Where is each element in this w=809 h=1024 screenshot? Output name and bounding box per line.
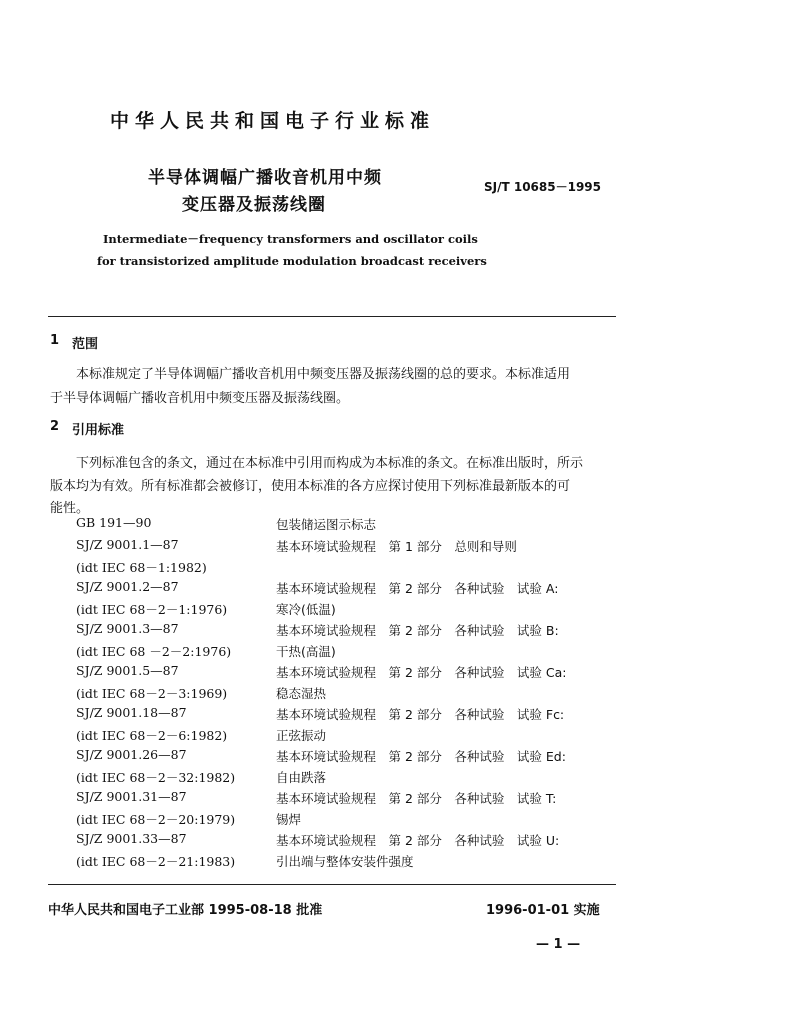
reference-title: 引出端与整体安装件强度 <box>276 854 414 869</box>
document-title-line2: 变压器及振荡线圈 <box>182 195 326 215</box>
reference-code: GB 191—90 <box>76 515 152 530</box>
reference-title: 自由跌落 <box>276 770 327 785</box>
reference-title: 基本环境试验规程 第 2 部分 各种试验 试验 Ca: <box>276 665 567 680</box>
reference-code: (idt IEC 68－2－32:1982) <box>76 770 236 785</box>
reference-code: SJ/Z 9001.33—87 <box>76 831 187 846</box>
section2-number: 2 <box>50 419 60 434</box>
section1-paragraph-line2: 于半导体调幅广播收音机用中频变压器及振荡线圈。 <box>50 391 350 406</box>
reference-title: 寒冷(低温) <box>276 602 336 617</box>
reference-title: 基本环境试验规程 第 2 部分 各种试验 试验 T: <box>276 791 557 806</box>
reference-title: 基本环境试验规程 第 2 部分 各种试验 试验 Fc: <box>276 707 565 722</box>
section2-title: 引用标准 <box>72 423 125 438</box>
reference-code: (idt IEC 68－2－1:1976) <box>76 602 228 617</box>
document-title-line1: 半导体调幅广播收音机用中频 <box>148 168 382 188</box>
section1-number: 1 <box>50 333 60 348</box>
page-number: — 1 — <box>536 937 581 952</box>
reference-title: 正弦振动 <box>276 728 327 743</box>
reference-title: 基本环境试验规程 第 2 部分 各种试验 试验 A: <box>276 581 559 596</box>
footer-divider <box>48 884 616 885</box>
reference-code: SJ/Z 9001.3—87 <box>76 621 179 636</box>
reference-code: (idt IEC 68－2－21:1983) <box>76 854 236 869</box>
reference-code: SJ/Z 9001.2—87 <box>76 579 179 594</box>
section2-paragraph-line3: 能性。 <box>50 501 90 516</box>
section1-title: 范围 <box>72 337 99 352</box>
reference-code: SJ/Z 9001.5—87 <box>76 663 179 678</box>
implementation-date: 1996-01-01 实施 <box>486 903 600 918</box>
reference-title: 基本环境试验规程 第 1 部分 总则和导则 <box>276 539 517 554</box>
reference-code: SJ/Z 9001.26—87 <box>76 747 187 762</box>
reference-code: SJ/Z 9001.1—87 <box>76 537 179 552</box>
standard-code: SJ/T 10685－1995 <box>484 180 602 194</box>
approval-line: 中华人民共和国电子工业部 1995-08-18 批准 <box>48 903 323 918</box>
section1-paragraph-line1: 本标准规定了半导体调幅广播收音机用中频变压器及振荡线圈的总的要求。本标准适用 <box>76 367 571 382</box>
reference-title: 干热(高温) <box>276 644 336 659</box>
reference-code: (idt IEC 68 －2－2:1976) <box>76 644 232 659</box>
reference-code: SJ/Z 9001.18—87 <box>76 705 187 720</box>
title-divider <box>48 316 616 317</box>
reference-title: 基本环境试验规程 第 2 部分 各种试验 试验 Ed: <box>276 749 566 764</box>
english-title-line2: for transistorized amplitude modulation broadcast receivers <box>97 254 487 268</box>
reference-code: (idt IEC 68－2－6:1982) <box>76 728 228 743</box>
reference-title: 包装储运图示标志 <box>276 517 377 532</box>
reference-code: (idt IEC 68－2－3:1969) <box>76 686 228 701</box>
reference-code: SJ/Z 9001.31—87 <box>76 789 187 804</box>
standard-category-header: 中华人民共和国电子行业标准 <box>110 110 436 132</box>
section2-paragraph-line2: 版本均为有效。所有标准都会被修订，使用本标准的各方应探讨使用下列标准最新版本的可 <box>50 479 571 494</box>
reference-title: 基本环境试验规程 第 2 部分 各种试验 试验 U: <box>276 833 560 848</box>
reference-code: (idt IEC 68－2－20:1979) <box>76 812 236 827</box>
reference-title: 稳态湿热 <box>276 686 327 701</box>
english-title-line1: Intermediate－frequency transformers and oscillator coils <box>103 232 478 246</box>
reference-title: 基本环境试验规程 第 2 部分 各种试验 试验 B: <box>276 623 559 638</box>
section2-paragraph-line1: 下列标准包含的条文，通过在本标准中引用而构成为本标准的条文。在标准出版时，所示 <box>76 456 584 471</box>
reference-code: (idt IEC 68－1:1982) <box>76 560 207 575</box>
reference-title: 锡焊 <box>276 812 302 827</box>
